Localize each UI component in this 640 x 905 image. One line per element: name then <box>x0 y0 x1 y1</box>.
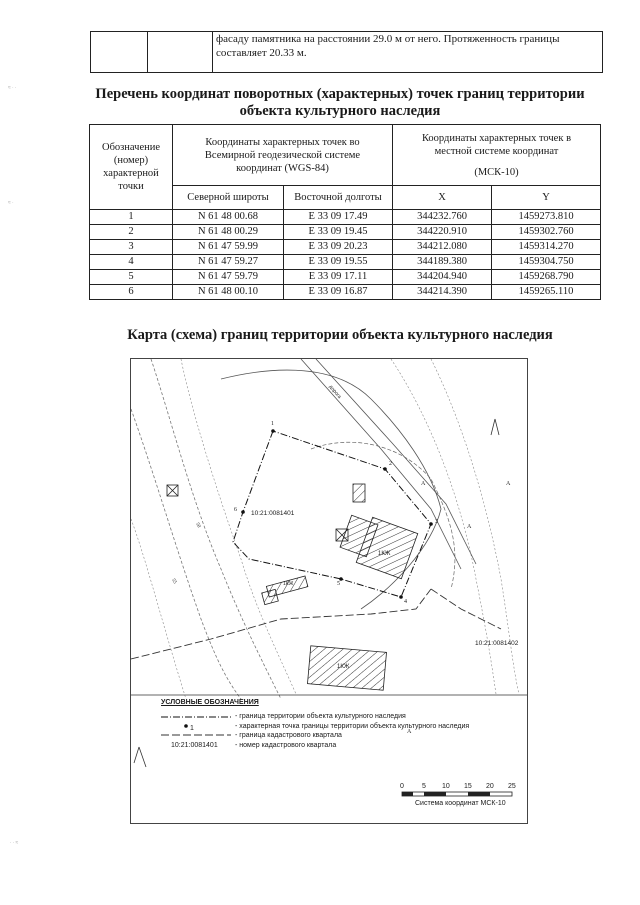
scale-tick: 15 <box>464 783 472 790</box>
area-outline <box>221 370 441 609</box>
boundary-point <box>399 595 403 599</box>
col-point-header: Обозначение (номер) характерной точки <box>90 125 173 210</box>
scan-mark: ∙ ∙ ≈ <box>10 840 19 846</box>
col-local-header: Координаты характерных точек в местной системе координат (МСК-10) <box>393 125 601 186</box>
scale-bar <box>424 792 446 796</box>
road-label: дорога <box>327 384 343 400</box>
description-cell <box>213 32 603 73</box>
building-label: 1КЖ <box>337 664 350 670</box>
contour-label: 55 <box>170 578 177 585</box>
legend-sample <box>184 724 188 728</box>
legend-item: - номер кадастрового квартала <box>235 742 337 749</box>
coords-title-line: объекта культурного наследия <box>239 103 441 119</box>
marker-label: А <box>506 481 511 487</box>
table-row: 3 N 61 47 59.99 E 33 09 20.23 344212.080 1459314.270 <box>90 240 601 255</box>
scale-tick: 5 <box>422 783 426 790</box>
point-label: 5 <box>337 581 340 587</box>
continuation-table <box>90 31 603 73</box>
building-label: 1КЖ <box>283 581 294 587</box>
parcel-label: 10:21:0081401 <box>251 510 295 517</box>
coordinates-table <box>89 124 601 300</box>
legend-item: - граница территории объекта культурного наследия <box>235 713 406 720</box>
scale-caption: Система координат МСК-10 <box>415 800 506 807</box>
building-small <box>353 484 365 502</box>
contour-line <box>131 519 186 699</box>
point-label: 1 <box>271 421 274 427</box>
marker-label: А <box>467 524 472 530</box>
boundary-point <box>241 510 245 514</box>
sub-x-header: X <box>393 186 492 210</box>
legend-item-sample-label: 1 <box>190 725 194 732</box>
table-row: 1 N 61 48 00.68 E 33 09 17.49 344232.760 1459273.810 <box>90 210 601 225</box>
building-label: 1КЖ <box>378 551 391 557</box>
scale-bar <box>468 792 490 796</box>
scale-tick: 0 <box>400 783 404 790</box>
map-title: Карта (схема) границ территории объекта культурного наследия <box>127 327 553 343</box>
empty-cell <box>148 32 213 73</box>
sub-lon-header: Восточной долготы <box>284 186 393 210</box>
parcel-label: 10:21:0081402 <box>475 640 519 647</box>
contour-label: 50 <box>194 522 201 529</box>
cadastral-boundary <box>431 589 501 629</box>
legend-heading: УСЛОВНЫЕ ОБОЗНАЧЕНИЯ <box>161 699 259 706</box>
boundary-point <box>271 429 275 433</box>
legend-code: 10:21:0081401 <box>171 742 218 749</box>
map-scheme <box>130 358 528 824</box>
point-label: 4 <box>404 599 407 605</box>
north-arrow-icon <box>491 419 499 435</box>
point-label: 2 <box>389 461 392 467</box>
contour-line <box>131 409 241 699</box>
description-line: составляет 20.33 м. <box>216 47 307 59</box>
map-drawing <box>131 359 527 823</box>
point-label: 6 <box>234 507 237 513</box>
sub-y-header: Y <box>492 186 601 210</box>
scale-tick: 10 <box>442 783 450 790</box>
coords-title-line: Перечень координат поворотных (характерных) точек границ территории <box>95 86 585 102</box>
scan-mark: ≈ ∙ <box>8 200 14 206</box>
boundary-point <box>429 522 433 526</box>
coords-title <box>80 86 600 120</box>
empty-cell <box>91 32 148 73</box>
table-row: 5 N 61 47 59.79 E 33 09 17.11 344204.940 1459268.790 <box>90 270 601 285</box>
marker-label: А <box>407 729 412 735</box>
scale-tick: 20 <box>486 783 494 790</box>
cadastral-boundary <box>131 589 431 659</box>
scale-bar <box>402 792 512 796</box>
boundary-point <box>383 467 387 471</box>
north-arrow-icon <box>134 747 146 767</box>
scale-tick: 25 <box>508 783 516 790</box>
building-small <box>262 589 279 604</box>
sub-lat-header: Северной широты <box>173 186 284 210</box>
table-row: 6 N 61 48 00.10 E 33 09 16.87 344214.390 1459265.110 <box>90 285 601 300</box>
point-label: 3 <box>435 519 438 525</box>
table-row: 4 N 61 47 59.27 E 33 09 19.55 344189.380 1459304.750 <box>90 255 601 270</box>
marker-label: А <box>421 481 426 487</box>
crossed-box <box>167 485 178 496</box>
table-row: 2 N 61 48 00.29 E 33 09 19.45 344220.910 1459302.760 <box>90 225 601 240</box>
col-wgs-header: Координаты характерных точек во Всемирной геодезической системе координат (WGS-84) <box>173 125 393 186</box>
description-line: фасаду памятника на расстоянии 29.0 м от него. Протяженность границы <box>216 33 560 45</box>
legend-item: - характерная точка границы территории объекта культурного наследия <box>235 723 470 730</box>
legend-item: - граница кадастрового квартала <box>235 732 342 739</box>
scan-mark: ≈ ∙ ∙ <box>8 85 17 91</box>
scale-bar <box>402 792 413 796</box>
